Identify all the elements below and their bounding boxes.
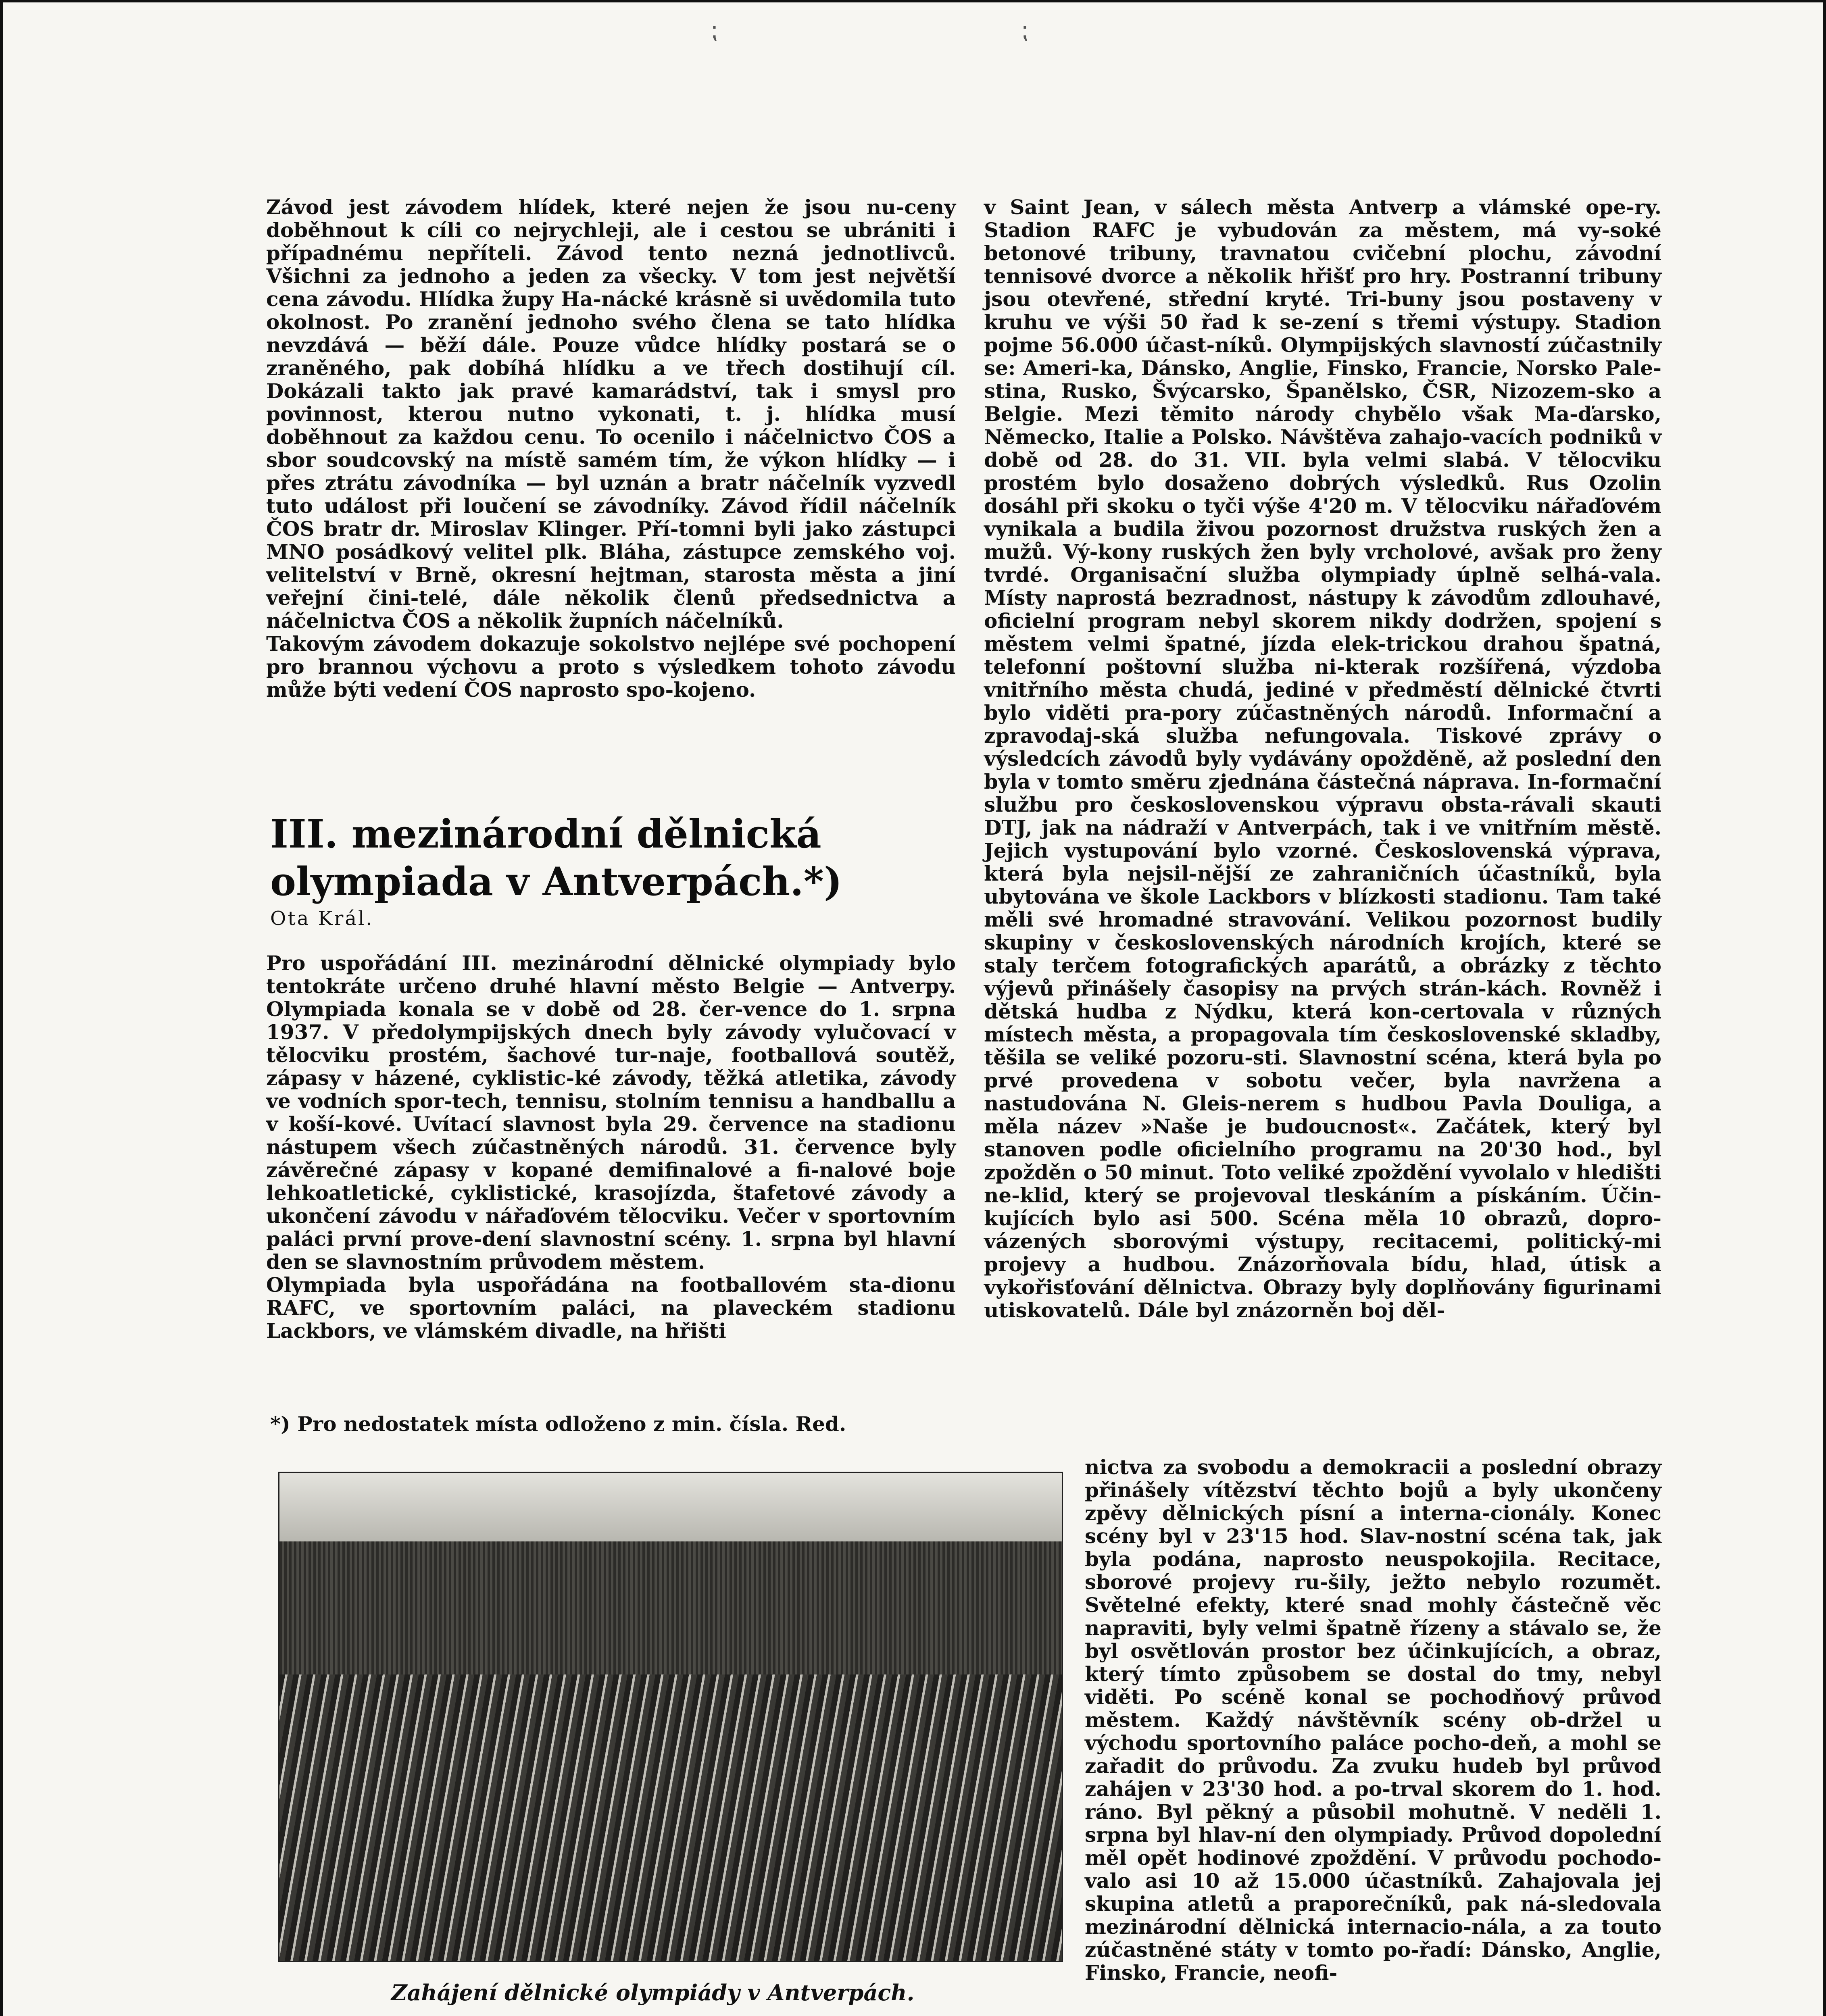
paragraph: nictva za svobodu a demokracii a poslední obrazy přinášely vítězství těchto bojů a byly ukončeny zpěvy dělnických písní a interna-cionály. Konec scény byl v 23'15 hod. Slav-nostní scéna tak, jak byla podána, naprosto neuspokojila. Recitace, sborové projevy ru-šily, ježto nebylo rozumět. Světelné efekty, které snad mohly částečně věc napraviti, byly velmi špatně řízeny a stávalo se, že byl osvětlován prostor bez účinkujících, a obraz, který tímto způsobem se dostal do tmy, nebyl viděti. Po scéně konal se pochodňový průvod městem. Každý návštěvník scény ob-držel u východu sportovního paláce pocho-deň, a mohl se zařadit do průvodu. Za zvuku hudeb byl průvod zahájen v 23'30 hod. a po-trval skorem do 1. hod. ráno. Byl pěkný a působil mohutně. V neděli 1. srpna byl hlav-ní den olympiady. Průvod dopolední měl opět hodinové zpoždění. V průvodu pochodo-valo asi 10 až 15.000 účastníků. Zahajovala jej skupina atletů a praporečníků, pak ná-sledovala mezinárodní dělnická internacio-nála, a za touto zúčastněné státy v tomto po-řadí: Dánsko, Anglie, Finsko, Francie, neofi-: [1085, 1455, 1661, 1985]
scan-edge-right: [1823, 0, 1826, 2016]
footnote: *) Pro nedostatek místa odloženo z min. čísla. Red.: [270, 1412, 846, 1436]
photo-field-formation: [279, 1674, 1062, 1961]
scan-mark: ⁏: [710, 16, 718, 44]
paragraph: Takovým závodem dokazuje sokolstvo nejlépe své pochopení pro brannou výchovu a proto s výsledkem tohoto závodu může býti vedení ČOS naprosto spo-kojeno.: [266, 632, 956, 702]
article1-column-left: [266, 196, 956, 701]
photo-crowd-stands: [279, 1541, 1062, 1674]
article-heading: III. mezinárodní dělnická olympiada v Antverpách.*): [270, 811, 842, 904]
paragraph: v Saint Jean, v sálech města Antverp a vlámské ope-ry. Stadion RAFC je vybudován za městem, má vy-soké betonové tribuny, travnatou cvičební plochu, závodní tennisové dvorce a několik hřišť pro hry. Postranní tribuny jsou otevřené, střední kryté. Tri-buny jsou postaveny v kruhu ve výši 50 řad k se-zení s třemi výstupy. Stadion pojme 56.000 účast-níků. Olympijských slavností zúčastnily se: Ameri-ka, Dánsko, Anglie, Finsko, Francie, Norsko Pale-stina, Rusko, Švýcarsko, Španělsko, ČSR, Nizozem-sko a Belgie. Mezi těmito národy chybělo však Ma-ďarsko, Německo, Italie a Polsko. Návštěva zahajo-vacích podniků v době od 28. do 31. VII. byla velmi slabá. V tělocviku prostém bylo dosaženo dobrých výsledků. Rus Ozolin dosáhl při skoku o tyči výše 4'20 m. V tělocviku nářaďovém vynikala a budila živou pozornost družstva ruských žen a mužů. Vý-kony ruských žen byly vrcholové, avšak pro ženy tvrdé. Organisační služba olympiady úplně selhá-vala. Místy naprostá bezradnost, nástupy k závodům zdlouhavé, oficielní program nebyl skorem nikdy dodržen, spojení s městem velmi špatné, jízda elek-trickou drahou špatná, telefonní poštovní služba ni-kterak rozšířená, výzdoba vnitřního města chudá, jediné v předměstí dělnické čtvrti bylo viděti pra-pory zúčastněných národů. Informační a zpravodaj-ská služba nefungovala. Tiskové zprávy o výsledcích závodů byly vydávány opožděně, až poslední den byla v tomto směru zjednána částečná náprava. In-formační službu pro československou výpravu obsta-rávali skauti DTJ, jak na nádraží v Antverpách, tak i ve vnitřním městě. Jejich vystupování bylo vzorné. Československá výprava, která byla nejsil-nější ze zahraničních účastníků, byla ubytována ve škole Lackbors v blízkosti stadionu. Tam také měli své hromadné stravování. Velikou pozornost budily skupiny v československých národních krojích, které se staly terčem fotografických aparátů, a obrázky z těchto výjevů přinášely časopisy na prvých strán-kách. Rovněž i dětská hudba z Nýdku, která kon-certovala v různých místech města, a propagovala tím československé skladby, těšila se veliké pozoru-sti. Slavnostní scéna, která byla po prvé provedena v sobotu večer, byla navržena a nastudována N. Gleis-nerem s hudbou Pavla Douliga, a měla název »Naše je budoucnost«. Začátek, který byl stanoven podle oficielního programu na 20'30 hod., byl zpožděn o 50 minut. Toto veliké zpoždění vyvolalo v hledišti ne-klid, který se projevoval tleskáním a pískáním. Účin-kujících bylo asi 500. Scéna měla 10 obrazů, dopro-vázených sborovými výstupy, recitacemi, politický-mi projevy a hudbou. Znázorňovala bídu, hlad, útisk a vykořisťování dělnictva. Obrazy byly doplňovány figurinami utiskovatelů. Dále byl znázorněn boj děl-: [984, 195, 1661, 1322]
photo-caption: Zahájení dělnické olympiády v Antverpách.: [391, 1980, 915, 2006]
photo-sky: [279, 1473, 1062, 1541]
scan-edge-top: [0, 0, 1826, 2]
paragraph: Závod jest závodem hlídek, které nejen že jsou nu-ceny doběhnout k cíli co nejrychleji, ale i cestou se ubrániti i případnému nepříteli. Závod tento nezná jednotlivců. Všichni za jednoho a jeden za všecky. V tom jest největší cena závodu. Hlídka župy Ha-nácké krásně si uvědomila tuto okolnost. Po zranění jednoho svého člena se tato hlídka nevzdává — běží dále. Pouze vůdce hlídky postará se o zraněného, pak dobíhá hlídku a ve třech dostihují cíl. Dokázali takto jak pravé kamarádství, tak i smysl pro povinnost, kterou nutno vykonati, t. j. hlídka musí doběhnout za každou cenu. To ocenilo i náčelnictvo ČOS a sbor soudcovský na místě samém tím, že výkon hlídky — i přes ztrátu závodníka — byl uznán a bratr náčelník vyzvedl tuto událost při loučení se závodníky. Závod řídil náčelník ČOS bratr dr. Miroslav Klinger. Pří-tomni byli jako zástupci MNO posádkový velitel plk. Bláha, zástupce zemského voj. velitelství v Brně, okresní hejtman, starosta města a jiní veřejní čini-telé, dále několik členů předsednictva a náčelnictva ČOS a několik župních náčelníků.: [266, 195, 956, 633]
paragraph: Pro uspořádání III. mezinárodní dělnické olympiady bylo tentokráte určeno druhé hlavní město Belgie — Antverpy. Olympiada konala se v době od 28. čer-vence do 1. srpna 1937. V předolympijských dnech byly závody vylučovací v tělocviku prostém, šachové tur-naje, footballová soutěž, zápasy v házené, cyklistic-ké závody, těžká atletika, závody ve vodních spor-tech, tennisu, stolním tennisu a handballu a v koší-kové. Uvítací slavnost byla 29. července na stadionu nástupem všech zúčastněných národů. 31. července byly závěrečné zápasy v kopané demifinalové a fi-nalové boje lehkoatletické, cyklistické, krasojízda, štafetové závody a ukončení závodu v nářaďovém tělocviku. Večer v sportovním paláci první prove-dení slavnostní scény. 1. srpna byl hlavní den se slavnostním průvodem městem.: [266, 951, 956, 1274]
article2-column-left: [266, 952, 956, 1342]
author-line: Ota Král.: [270, 907, 374, 930]
scan-mark: ⁏: [1020, 16, 1029, 44]
scan-edge-left: [0, 0, 3, 2016]
paragraph: Olympiada byla uspořádána na footballovém sta-dionu RAFC, ve sportovním paláci, na plaveckém stadionu Lackbors, ve vlámském divadle, na hřišti: [266, 1273, 956, 1343]
article2-column-right-narrow: [1085, 1456, 1661, 1984]
stadium-photo: [278, 1472, 1063, 1962]
article2-column-right: [984, 196, 1661, 1322]
